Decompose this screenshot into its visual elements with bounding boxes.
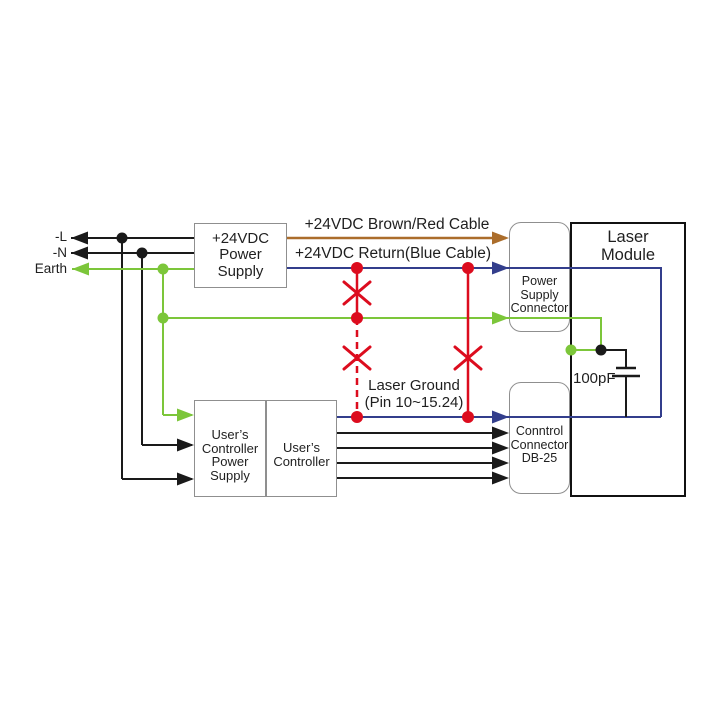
arrow-left-n bbox=[71, 247, 88, 260]
wire-24vdc-brown bbox=[287, 232, 509, 245]
box-laser-module bbox=[570, 222, 686, 497]
arrow-signal-3 bbox=[492, 457, 509, 470]
box-ucps-line1: User’s bbox=[211, 427, 249, 442]
junction-dot-earth-2 bbox=[158, 313, 169, 324]
terminal-label-earth: Earth bbox=[34, 261, 67, 276]
x-mark-1a bbox=[344, 282, 370, 304]
red-dot-1 bbox=[351, 262, 363, 274]
junction-dot-l bbox=[117, 233, 128, 244]
red-dot-2 bbox=[351, 312, 363, 324]
box-uc-line1: User’s bbox=[282, 440, 321, 455]
box-control-connector-db25 bbox=[509, 382, 570, 494]
arrow-into-ucps-1 bbox=[177, 439, 194, 452]
arrow-signal-2 bbox=[492, 442, 509, 455]
box-ucps-line4: Supply bbox=[210, 467, 250, 483]
box-psc-line3: Connector bbox=[510, 301, 569, 315]
label-laser-ground-line1: Laser Ground bbox=[368, 377, 460, 394]
terminal-label-n: -N bbox=[52, 244, 67, 260]
terminal-label-l: -L bbox=[54, 229, 67, 244]
box-cc-line2: Connector bbox=[510, 437, 569, 452]
red-dot-5 bbox=[462, 411, 474, 423]
label-24vdc-brown-red-cable: +24VDC Brown/Red Cable bbox=[304, 216, 490, 233]
arrow-earth-into-ucps bbox=[177, 409, 194, 422]
box-cc-line1: Conntrol bbox=[515, 424, 564, 438]
box-ucps-line2: Controller bbox=[201, 440, 259, 456]
junction-dot-n bbox=[137, 248, 148, 259]
x-mark-3a bbox=[455, 347, 481, 369]
box-cc-line3: DB-25 bbox=[521, 451, 558, 465]
label-24vdc-return-blue-cable: +24VDC Return(Blue Cable) bbox=[295, 245, 491, 262]
box-lm-line2: Module bbox=[600, 245, 656, 264]
label-capacitor-value: 100pF bbox=[573, 370, 616, 387]
arrow-signal-4 bbox=[492, 472, 509, 485]
box-power-supply-connector bbox=[509, 222, 570, 332]
arrow-blue-into-psc bbox=[492, 262, 509, 275]
arrow-into-ucps-2 bbox=[177, 473, 194, 486]
red-dot-4 bbox=[462, 262, 474, 274]
wire-line-l bbox=[71, 232, 194, 486]
wire-line-n bbox=[71, 247, 194, 452]
box-users-controller bbox=[266, 400, 337, 497]
arrow-earth-into-psc bbox=[492, 312, 509, 325]
box-24vdc-power-supply-line2: Power bbox=[219, 246, 262, 264]
box-24vdc-power-supply bbox=[194, 223, 287, 288]
box-lm-line1: Laser bbox=[607, 228, 649, 246]
junction-dot-earth-1 bbox=[158, 264, 169, 275]
arrow-brown-into-psc bbox=[492, 232, 509, 245]
label-laser-ground bbox=[354, 377, 474, 411]
box-users-controller-power-supply bbox=[194, 400, 266, 497]
box-24vdc-power-supply-line3: Supply bbox=[217, 262, 264, 280]
x-mark-2b bbox=[344, 347, 370, 369]
arrow-left-l bbox=[71, 232, 88, 245]
x-mark-2a bbox=[344, 347, 370, 369]
red-dot-3 bbox=[351, 411, 363, 423]
box-24vdc-power-supply-line1: +24VDC bbox=[211, 229, 270, 247]
wires-controller-signals bbox=[337, 427, 509, 485]
x-mark-1b bbox=[344, 282, 370, 304]
arrow-blue-into-cc bbox=[492, 411, 509, 424]
label-laser-ground-line2: (Pin 10~15.24) bbox=[364, 394, 464, 411]
box-psc-line2: Supply bbox=[520, 287, 559, 302]
box-uc-line2: Controller bbox=[273, 454, 330, 469]
arrow-left-earth bbox=[72, 263, 89, 276]
box-psc-line1: Power bbox=[521, 274, 558, 288]
arrow-signal-1 bbox=[492, 427, 509, 440]
x-mark-3b bbox=[455, 347, 481, 369]
box-ucps-line3: Power bbox=[211, 454, 249, 469]
